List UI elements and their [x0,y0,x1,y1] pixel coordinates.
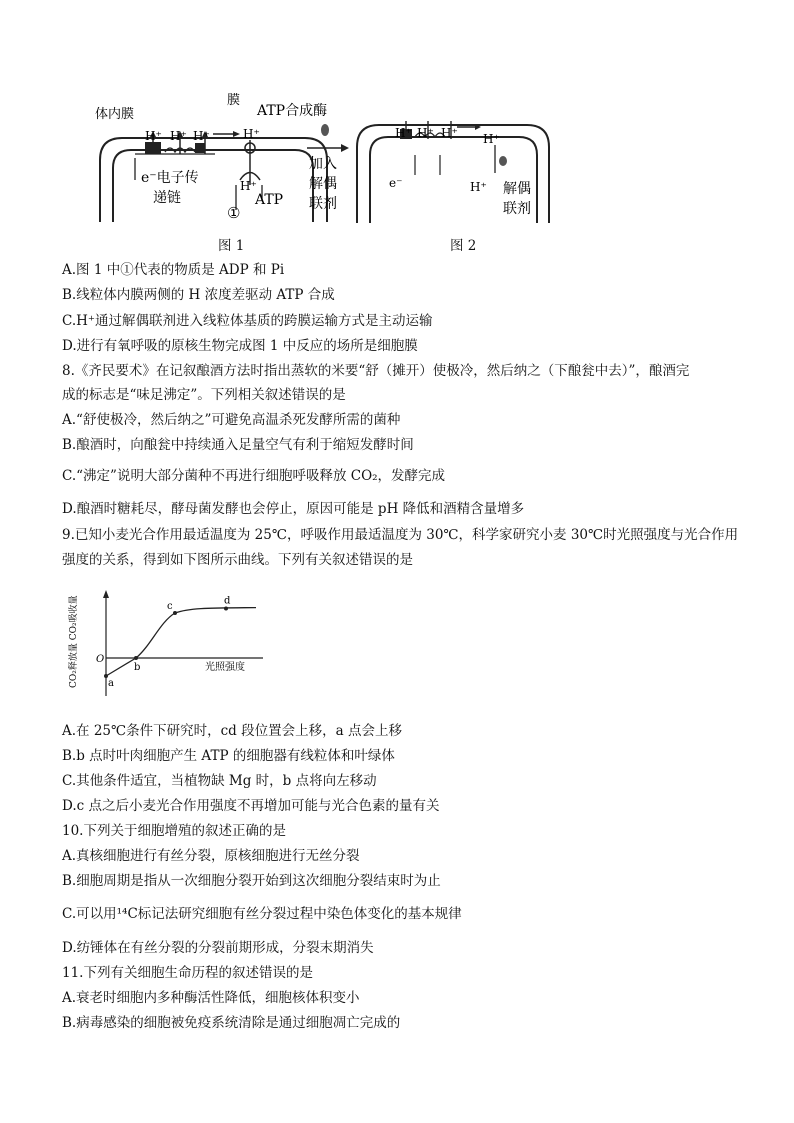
electron-label: e⁻ [389,176,403,190]
arrow-label-line: 联剂 [309,196,337,212]
q9-option-a: A.在 25℃条件下研究时，cd 段位置会上移，a 点会上移 [62,723,402,739]
x-axis-label: 光照强度 [205,662,245,673]
q7-option-d: D.进行有氧呼吸的原核生物完成图 1 中反应的场所是细胞膜 [62,338,418,354]
q10-stem: 10.下列关于细胞增殖的叙述正确的是 [62,823,286,839]
q9-stem-line-1: 9.已知小麦光合作用最适温度为 25℃，呼吸作用最适温度为 30℃，科学家研究小麦 30℃时光照强度与光合作用 [62,527,739,543]
q8-option-a: A.“舒使极冷，然后纳之”可避免高温杀死发酵所需的菌种 [62,412,401,428]
point-label-d: d [224,595,231,607]
q8-option-c: C.“沸定”说明大部分菌种不再进行细胞呼吸释放 CO₂，发酵完成 [62,468,446,484]
h-ion-label: H⁺ [240,179,257,193]
h-ion-label: H⁺ [170,129,187,143]
data-point-b [134,656,138,660]
light-photosynthesis-chart [68,588,268,703]
q8-option-d: D.酿酒时糖耗尽，酵母菌发酵也会停止，原因可能是 pH 降低和酒精含量增多 [62,501,525,517]
y-axis-label: CO₂释放量 CO₂吸收量 [69,595,79,688]
q10-option-a: A.真核细胞进行有丝分裂，原核细胞进行无丝分裂 [62,848,360,864]
q8-stem-line-1: 8.《齐民要术》在记叙酿酒方法时指出蒸软的米要“舒（摊开）使极冷，然后纳之（下酿瓮中去）”，酿酒完 [62,363,690,379]
point-label-a: a [108,678,114,689]
atp-label: ATP [255,192,284,208]
q9-option-d: D.c 点之后小麦光合作用强度不再增加可能与光合色素的量有关 [62,798,440,814]
h-ion-label: H⁺ [395,126,412,140]
figure-2 [355,115,560,225]
complex-icon [195,143,205,153]
q8-stem-line-2: 成的标志是“味足沸定”。下列相关叙述错误的是 [62,387,346,403]
data-point-d [224,607,228,611]
inner-membrane-line [113,150,313,222]
q7-option-c: C.H⁺通过解偶联剂进入线粒体基质的跨膜运输方式是主动运输 [62,313,433,329]
h-ion-label: H⁺ [470,180,487,194]
h-ion-label: H⁺ [483,132,500,146]
arrow-label-line: 解偶 [309,176,337,192]
figure-2-caption: 图 2 [450,238,477,254]
electron-chain-label-2: 递链 [153,190,181,206]
uncoupler-label: 解偶 [503,181,531,197]
q10-option-d: D.纺锤体在有丝分裂的分裂前期形成，分裂末期消失 [62,940,374,956]
h-ion-label: H⁺ [417,126,434,140]
q7-option-a: A.图 1 中①代表的物质是 ADP 和 Pi [62,262,285,278]
atp-synthase-label: ATP合成酶 [257,103,328,119]
q11-option-b: B.病毒感染的细胞被免疫系统清除是通过细胞凋亡完成的 [62,1015,401,1031]
q10-option-c: C.可以用¹⁴C标记法研究细胞有丝分裂过程中染色体变化的基本规律 [62,906,462,922]
q11-option-a: A.衰老时细胞内多种酶活性降低，细胞核体积变小 [62,990,360,1006]
origin-label: O [96,654,105,665]
q10-option-b: B.细胞周期是指从一次细胞分裂开始到这次细胞分裂结束时为止 [62,873,441,889]
electron-chain-label: e⁻电子传 [141,170,199,186]
q8-option-b: B.酿酒时，向酿瓮中持续通入足量空气有利于缩短发酵时间 [62,437,414,453]
point-label-c: c [167,601,173,612]
h-ion-label: H⁺ [441,126,458,140]
q9-option-b: B.b 点时叶肉细胞产生 ATP 的细胞器有线粒体和叶绿体 [62,748,395,764]
y-axis-arrow [103,590,109,598]
uncoupler-label: 联剂 [503,201,531,217]
q11-stem: 11.下列有关细胞生命历程的叙述错误的是 [62,965,313,981]
h-ion-label: H⁺ [193,129,210,143]
uncoupler-icon [321,124,329,136]
circled-one-label: ① [227,204,241,222]
membrane-label: 膜 [227,93,241,108]
add-uncoupler-arrow [305,120,355,220]
data-point-c [173,611,177,615]
inner-membrane-label: 体内膜 [95,107,135,122]
point-label-b: b [134,662,141,673]
h-ion-label: H⁺ [145,129,162,143]
q7-option-b: B.线粒体内膜两侧的 H 浓度差驱动 ATP 合成 [62,287,335,303]
figure-1-caption: 图 1 [218,238,245,254]
uncoupler-icon [499,156,507,166]
arrow-label-line: 加入 [309,156,337,172]
q9-stem-line-2: 强度的关系，得到如下图所示曲线。下列有关叙述错误的是 [62,552,413,568]
h-ion-label: H⁺ [243,127,260,141]
q9-option-c: C.其他条件适宜，当植物缺 Mg 时，b 点将向左移动 [62,773,377,789]
